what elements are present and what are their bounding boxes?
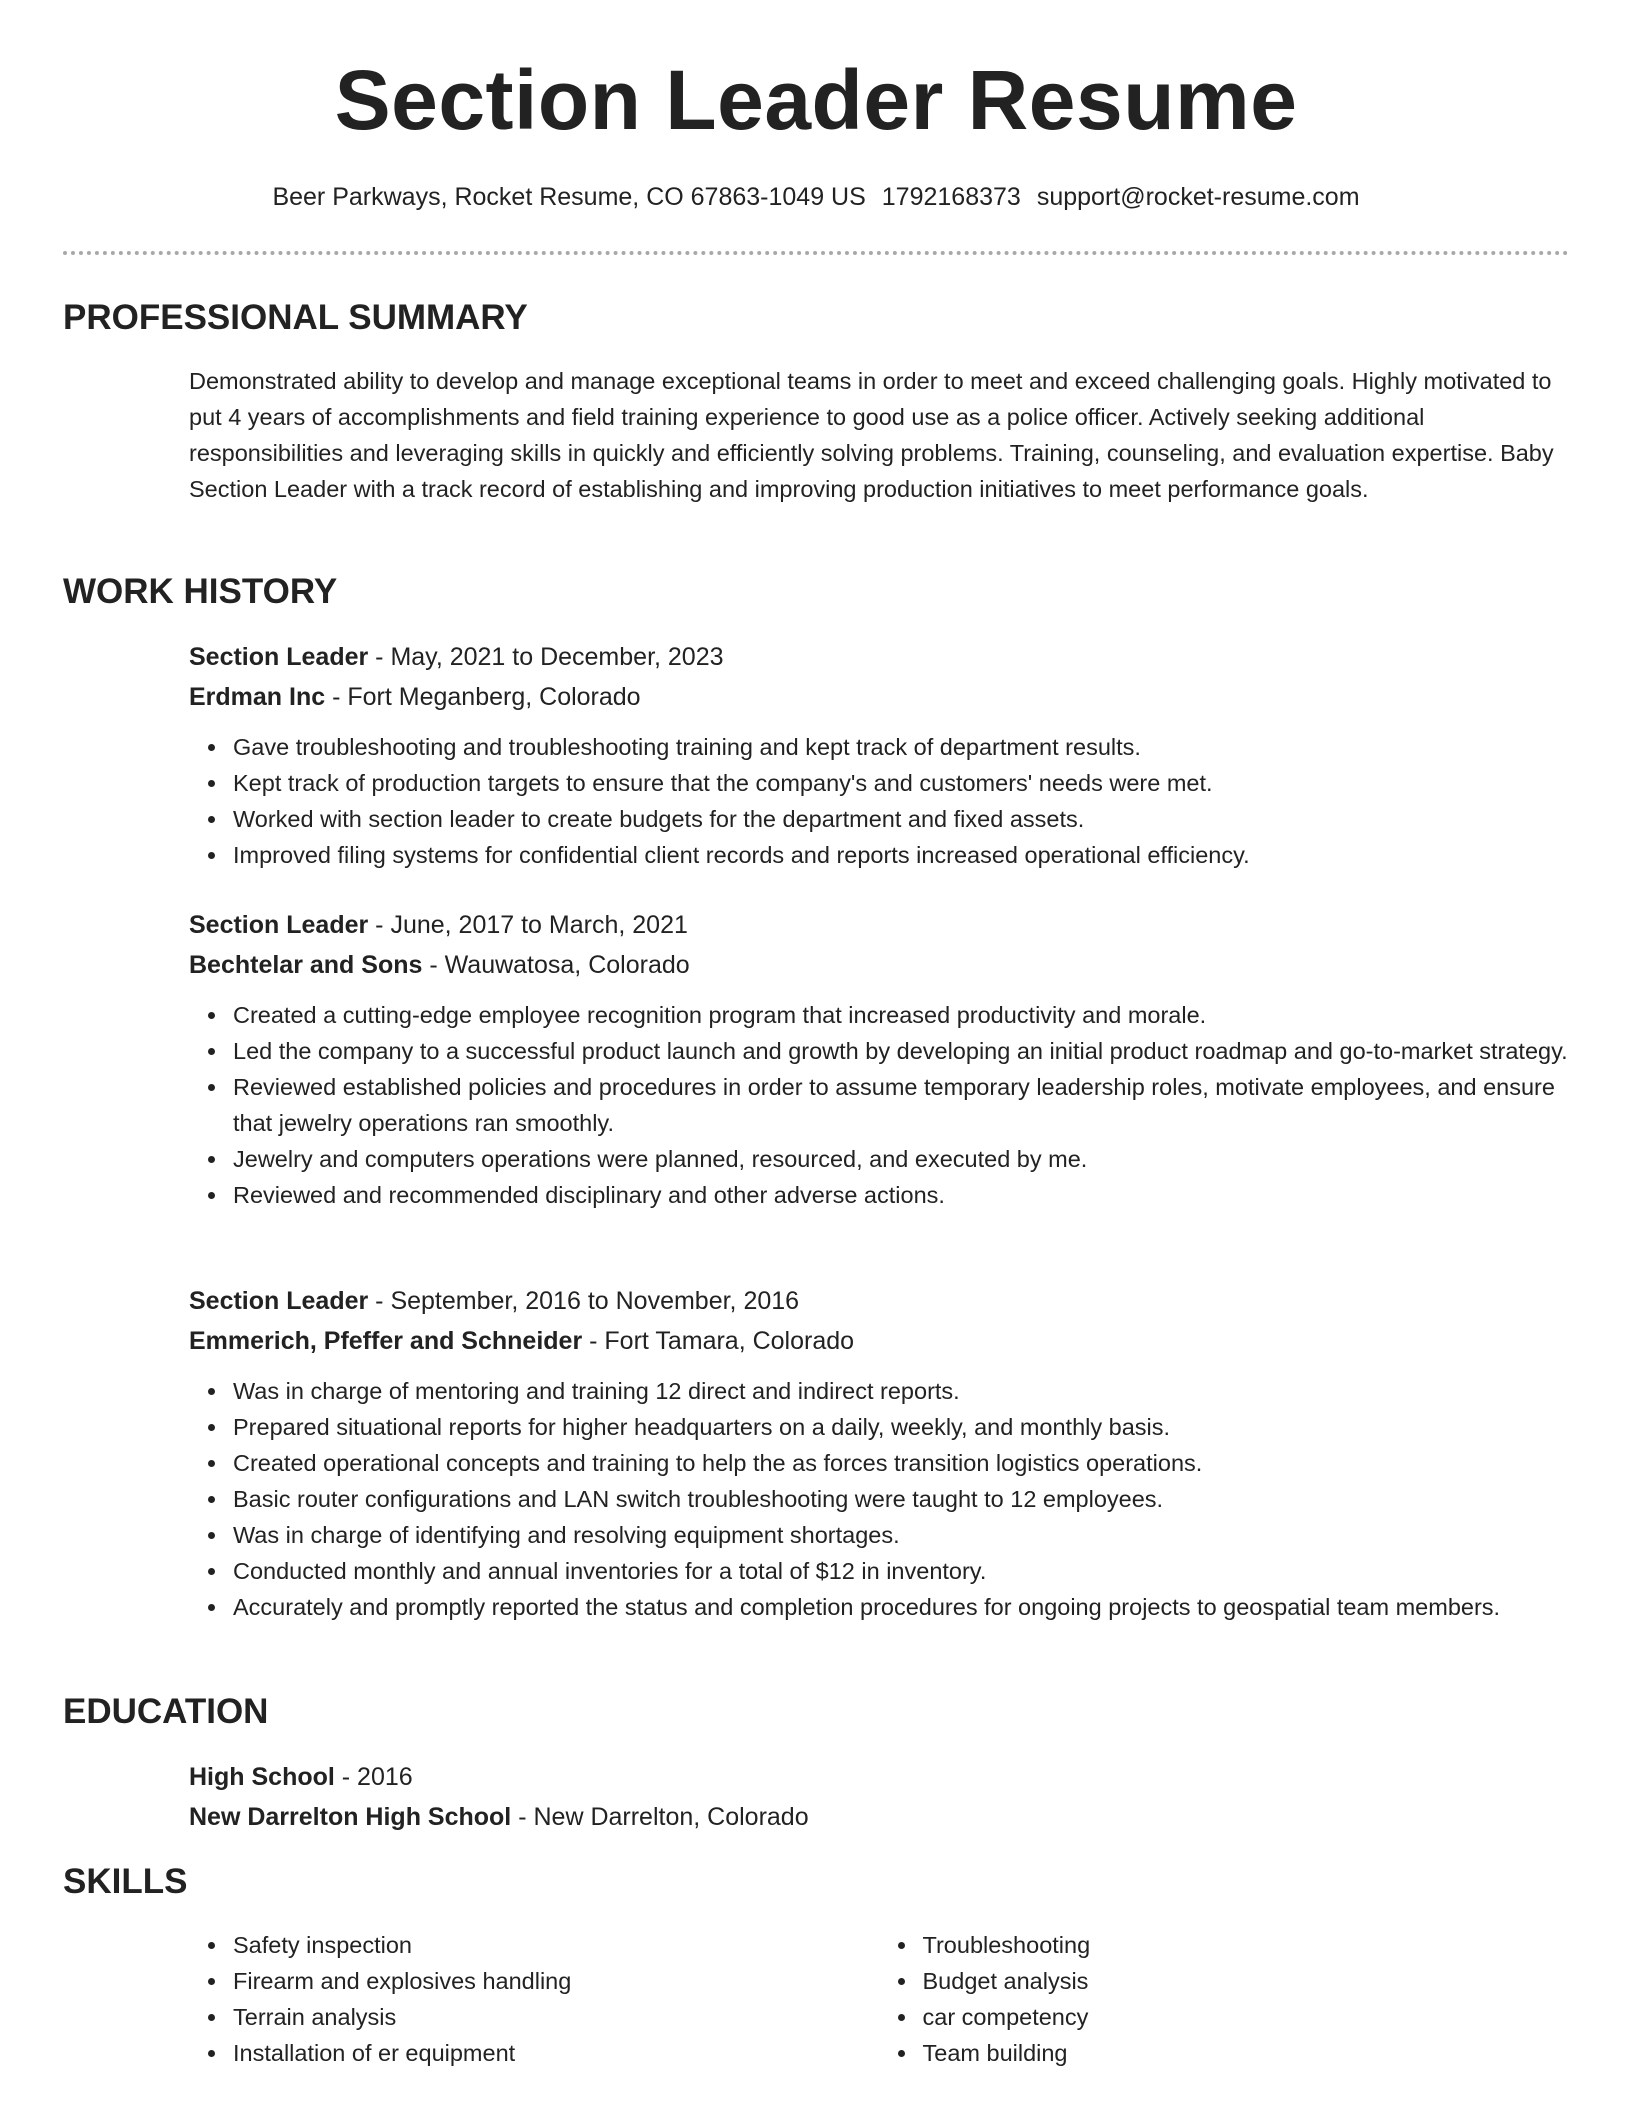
job-bullet: Worked with section leader to create budgets for the department and fixed assets. [233,801,1568,837]
job-bullets [189,1373,1568,1625]
job-bullet: Improved filing systems for confidential client records and reports increased operational efficiency. [233,837,1568,873]
summary-heading: PROFESSIONAL SUMMARY [63,298,528,337]
resume-title: Section Leader Resume [334,53,1298,147]
job-title: Section Leader [189,911,369,939]
skills-column-left [189,1927,879,2071]
job-bullet: Jewelry and computers operations were planned, resourced, and executed by me. [233,1141,1568,1177]
education-degree-line [189,1757,1568,1797]
job-title: Section Leader [189,1287,369,1315]
education-heading: EDUCATION [63,1692,269,1731]
job-entry [189,905,1568,1213]
job-title-line [189,1281,1568,1321]
skill-item: Troubleshooting [923,1927,1569,1963]
job-entry [189,637,1568,873]
job-location: - Fort Tamara, Colorado [582,1327,855,1355]
skill-item: Budget analysis [923,1963,1569,1999]
education-year: - 2016 [334,1763,413,1791]
job-location: - Wauwatosa, Colorado [422,951,690,979]
job-bullet: Prepared situational reports for higher headquarters on a daily, weekly, and monthly basis. [233,1409,1568,1445]
job-bullet: Kept track of production targets to ensure that the company's and customers' needs were met. [233,765,1568,801]
skill-item: Team building [923,2035,1569,2071]
skill-item: Installation of er equipment [233,2035,879,2071]
job-company-line [189,677,1568,717]
contact-line [0,177,1632,217]
job-bullets [189,729,1568,873]
job-location: - Fort Meganberg, Colorado [325,683,641,711]
job-bullet: Was in charge of mentoring and training 12 direct and indirect reports. [233,1373,1568,1409]
contact-phone: 1792168373 [881,183,1021,211]
job-company: Emmerich, Pfeffer and Schneider [189,1327,583,1355]
skill-item: Safety inspection [233,1927,879,1963]
skills-heading: SKILLS [63,1862,188,1901]
job-bullet: Led the company to a successful product launch and growth by developing an initial product roadmap and go-to-market strategy. [233,1033,1568,1069]
job-entry [189,1281,1568,1625]
job-bullet: Conducted monthly and annual inventories for a total of $12 in inventory. [233,1553,1568,1589]
job-bullet: Reviewed established policies and procedures in order to assume temporary leadership roles, motivate employees, and ensure that jewelry operations ran smoothly. [233,1069,1568,1141]
job-bullet: Gave troubleshooting and troubleshooting training and kept track of department results. [233,729,1568,765]
education-entry [189,1757,1568,1837]
job-company: Bechtelar and Sons [189,951,423,979]
education-school-line [189,1797,1568,1837]
job-company: Erdman Inc [189,683,326,711]
summary-text: Demonstrated ability to develop and manage exceptional teams in order to meet and exceed challenging goals. Highly motivated to put 4 years of accomplishments and field training experience to good use as a police officer. Actively seeking additional responsibilities and leveraging skills in quickly and efficiently solving problems. Training, counseling, and evaluation expertise. Baby Section Leader with a track record of establishing and improving production initiatives to meet performance goals. [189,368,1554,502]
education-location: - New Darrelton, Colorado [511,1803,809,1831]
skills-list [189,1927,1568,2071]
education-degree: High School [189,1763,335,1791]
job-dates: - June, 2017 to March, 2021 [368,911,688,939]
resume-header [63,0,1569,150]
job-title: Section Leader [189,643,369,671]
job-bullet: Reviewed and recommended disciplinary and other adverse actions. [233,1177,1568,1213]
header-divider [63,251,1569,255]
job-bullet: Basic router configurations and LAN switch troubleshooting were taught to 12 employees. [233,1481,1568,1517]
contact-email: support@rocket-resume.com [1036,183,1360,211]
job-company-line [189,1321,1568,1361]
job-bullets [189,997,1568,1213]
job-bullet: Created a cutting-edge employee recognition program that increased productivity and morale. [233,997,1568,1033]
skill-item: car competency [923,1999,1569,2035]
job-dates: - May, 2021 to December, 2023 [368,643,724,671]
job-bullet: Created operational concepts and training to help the as forces transition logistics operations. [233,1445,1568,1481]
work-history-heading: WORK HISTORY [63,572,338,611]
job-title-line [189,637,1568,677]
contact-address: Beer Parkways, Rocket Resume, CO 67863-1049 US [272,183,866,211]
job-bullet: Accurately and promptly reported the status and completion procedures for ongoing projects to geospatial team members. [233,1589,1568,1625]
job-title-line [189,905,1568,945]
job-bullet: Was in charge of identifying and resolving equipment shortages. [233,1517,1568,1553]
job-company-line [189,945,1568,985]
skill-item: Firearm and explosives handling [233,1963,879,1999]
education-school: New Darrelton High School [189,1803,512,1831]
skills-column-right [879,1927,1569,2071]
skill-item: Terrain analysis [233,1999,879,2035]
skills-columns [189,1927,1568,2071]
job-dates: - September, 2016 to November, 2016 [368,1287,800,1315]
